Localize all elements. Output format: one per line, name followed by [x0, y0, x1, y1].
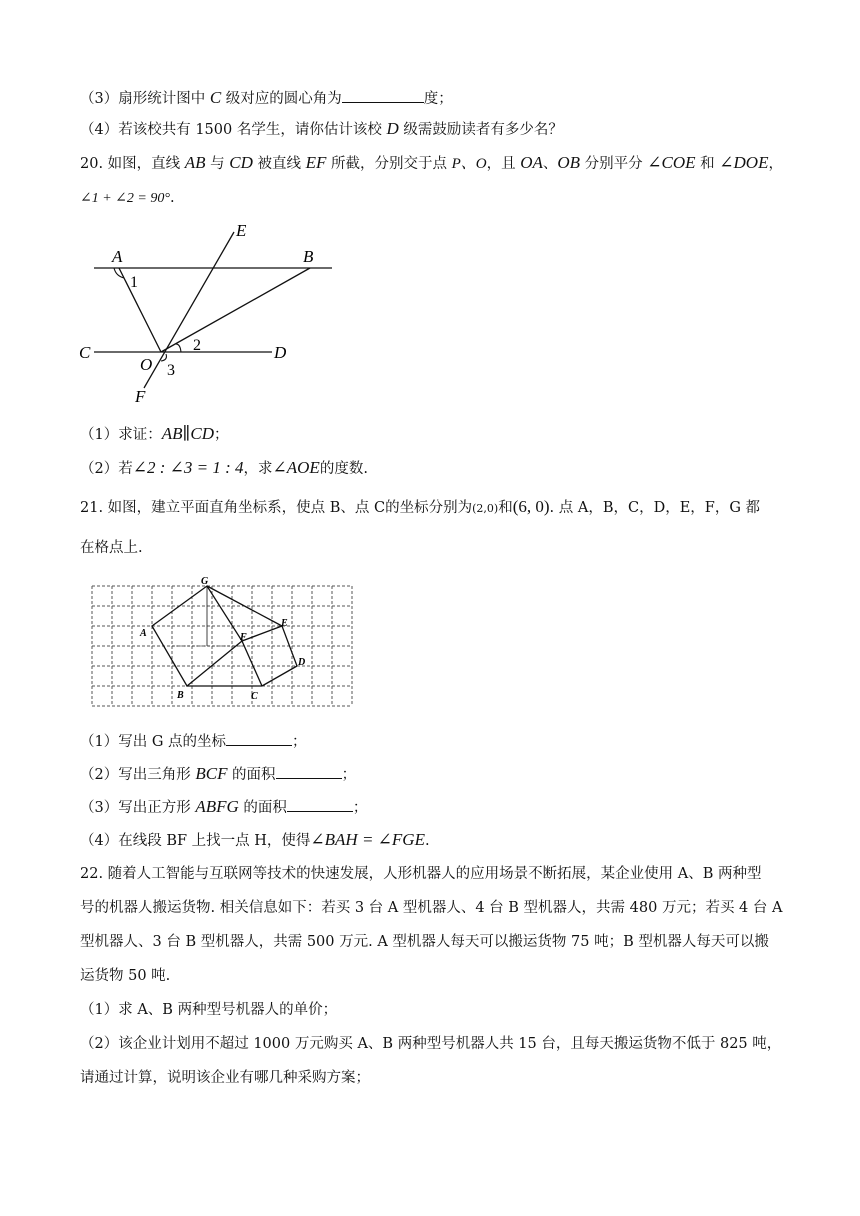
- label-F: F: [135, 387, 146, 406]
- label-angle-2: 2: [193, 337, 201, 354]
- q21-part1: （1）写出 G 点的坐标 ；: [80, 731, 307, 752]
- q21-part2: （2）写出三角形 BCF 的面积 ；: [80, 764, 357, 783]
- answer-blank[interactable]: [342, 88, 424, 103]
- q19-part3: （3）扇形统计图中 C 级对应的圆心角为 度；: [80, 88, 453, 107]
- q21-stem: 21. 如图，建立平面直角坐标系，使点 B、点 C的坐标分别为(2,0)和(6, 0). 点 A，B，C，D，E，F，G 都: [80, 497, 761, 516]
- label-E: E: [236, 221, 247, 240]
- label-angle-1: 1: [130, 274, 138, 291]
- q20-condition: ∠1 + ∠2 = 90°.: [80, 190, 175, 206]
- label-C: C: [251, 691, 258, 702]
- figure-20-parallel-lines: [74, 218, 344, 410]
- label-D: D: [298, 657, 306, 668]
- q22-stem-2: 号的机器人搬运货物. 相关信息如下：若买 3 台 A 型机器人、4 台 B 型机器人，共需 480 万元；若买 4 台 A: [80, 900, 783, 916]
- label-C: C: [79, 343, 91, 362]
- q21-part4: （4）在线段 BF 上找一点 H，使得∠BAH = ∠FGE.: [80, 830, 430, 849]
- square-ABFG: [152, 586, 242, 686]
- q22-stem-3: 型机器人、3 台 B 型机器人，共需 500 万元. A 型机器人每天可以搬运货物 75 吨；B 型机器人每天可以搬: [80, 934, 769, 950]
- label-D: D: [274, 343, 287, 362]
- q20-stem: 20. 如图，直线 AB 与 CD 被直线 EF 所截，分别交于点 P、O，且 OA、OB 分别平分 ∠COE 和 ∠DOE，: [80, 153, 783, 172]
- q22-part1: （1）求 A、B 两种型号机器人的单价；: [80, 1002, 338, 1018]
- answer-blank[interactable]: [226, 731, 292, 746]
- q22-part2-2: 请通过计算，说明该企业有哪几种采购方案；: [80, 1070, 370, 1086]
- label-angle-3: 3: [167, 362, 175, 379]
- label-E: E: [281, 618, 288, 629]
- q22-stem-1: 22. 随着人工智能与互联网等技术的快速发展，人形机器人的应用场景不断拓展，某企业使用 A、B 两种型: [80, 866, 762, 882]
- q20-part1: （1）求证：AB∥CD；: [80, 424, 229, 443]
- segment-OB: [161, 268, 310, 352]
- figure-shapes: [152, 586, 297, 686]
- answer-blank[interactable]: [276, 764, 342, 779]
- q19-part4: （4）若该校共有 1500 名学生，请你估计该校 D 级需鼓励读者有多少名？: [80, 119, 563, 138]
- label-B: B: [177, 690, 184, 701]
- figure-21-grid: [84, 576, 358, 716]
- label-A: A: [140, 628, 147, 639]
- label-O: O: [140, 355, 153, 374]
- q21-stem-cont: 在格点上.: [80, 540, 143, 556]
- segment-FE: [242, 626, 282, 641]
- label-G: G: [201, 576, 209, 587]
- q22-part2-1: （2）该企业计划用不超过 1000 万元购买 A、B 两种型号机器人共 15 台，且每天搬运货物不低于 825 吨，: [80, 1036, 782, 1052]
- line-EF: [144, 232, 234, 388]
- q21-part3: （3）写出正方形 ABFG 的面积 ；: [80, 797, 368, 816]
- segment-OA: [119, 268, 161, 352]
- angle-2-arc: [175, 344, 181, 352]
- q20-part2: （2）若∠2 : ∠3 = 1 : 4，求∠AOE的度数.: [80, 458, 368, 477]
- q22-stem-4: 运货物 50 吨.: [80, 968, 171, 984]
- label-B: B: [303, 247, 314, 266]
- answer-blank[interactable]: [287, 797, 353, 812]
- label-A: A: [112, 247, 123, 266]
- angle-1-arc: [114, 268, 124, 278]
- label-F: F: [240, 632, 247, 643]
